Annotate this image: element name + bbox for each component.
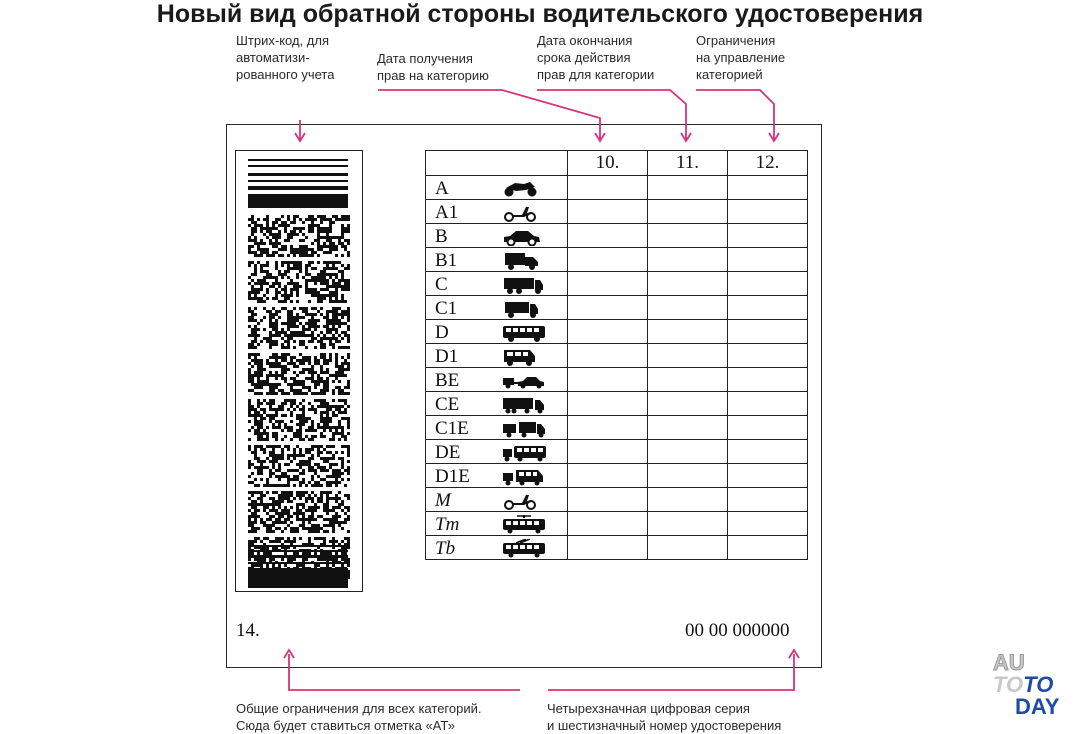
category-label: DE bbox=[435, 442, 461, 463]
autotoday-logo bbox=[993, 652, 1059, 718]
general-restrictions-arrow bbox=[289, 654, 520, 690]
field-14-label: 14. bbox=[236, 620, 260, 641]
category-label: Tb bbox=[435, 538, 456, 559]
serial-arrow bbox=[548, 654, 794, 690]
category-label: C1E bbox=[435, 418, 469, 439]
annotation-line: Дата окончания bbox=[537, 33, 633, 48]
category-label: D1E bbox=[435, 466, 470, 487]
annotation-line: и шестизначный номер удостоверения bbox=[547, 718, 782, 733]
category-label: C1 bbox=[435, 298, 458, 319]
date-expiry-arrow bbox=[537, 90, 686, 140]
annotation-line: Штрих-код, для bbox=[236, 33, 329, 48]
annotation-line: Сюда будет ставиться отметка «АТ» bbox=[236, 718, 455, 733]
logo-line-3: DAY bbox=[1015, 694, 1060, 719]
annotation-line: Дата получения bbox=[377, 51, 473, 66]
restrictions-arrow bbox=[696, 90, 774, 140]
annotation-line: Четырехзначная цифровая серия bbox=[547, 701, 750, 716]
annotation-line: прав для категории bbox=[537, 67, 655, 82]
logo-part-to-blue: TO bbox=[1023, 672, 1054, 697]
annotation-line: рованного учета bbox=[236, 67, 335, 82]
category-label: Tm bbox=[435, 514, 460, 535]
category-label: M bbox=[435, 490, 451, 511]
category-label: BE bbox=[435, 370, 460, 391]
annotation-line: автоматизи- bbox=[236, 50, 310, 65]
page-title: Новый вид обратной стороны водительского удостоверения bbox=[156, 0, 924, 28]
logo-part-to-gray: TO bbox=[993, 672, 1024, 697]
annotation-line: прав на категорию bbox=[377, 68, 489, 83]
annotation-line: категорией bbox=[696, 67, 763, 82]
category-label: D bbox=[435, 322, 449, 343]
category-label: A1 bbox=[435, 202, 459, 223]
annotation-line: на управление bbox=[696, 50, 786, 65]
annotation-line: Ограничения bbox=[696, 33, 776, 48]
category-label: A bbox=[435, 178, 449, 199]
annotation-line: срока действия bbox=[537, 50, 631, 65]
category-label: B bbox=[435, 226, 448, 247]
header-col-11: 11. bbox=[648, 151, 728, 176]
logo-line-1: AU bbox=[993, 650, 1025, 675]
header-col-12: 12. bbox=[728, 151, 808, 176]
date-received-arrow bbox=[378, 90, 600, 140]
category-label: C bbox=[435, 274, 448, 295]
category-label: CE bbox=[435, 394, 460, 415]
header-col-10: 10. bbox=[568, 151, 648, 176]
logo-line-2 bbox=[993, 674, 1059, 696]
serial-number: 00 00 000000 bbox=[685, 620, 790, 641]
category-label: D1 bbox=[435, 346, 459, 367]
category-label: B1 bbox=[435, 250, 458, 271]
annotation-line: Общие ограничения для всех категорий. bbox=[236, 701, 482, 716]
